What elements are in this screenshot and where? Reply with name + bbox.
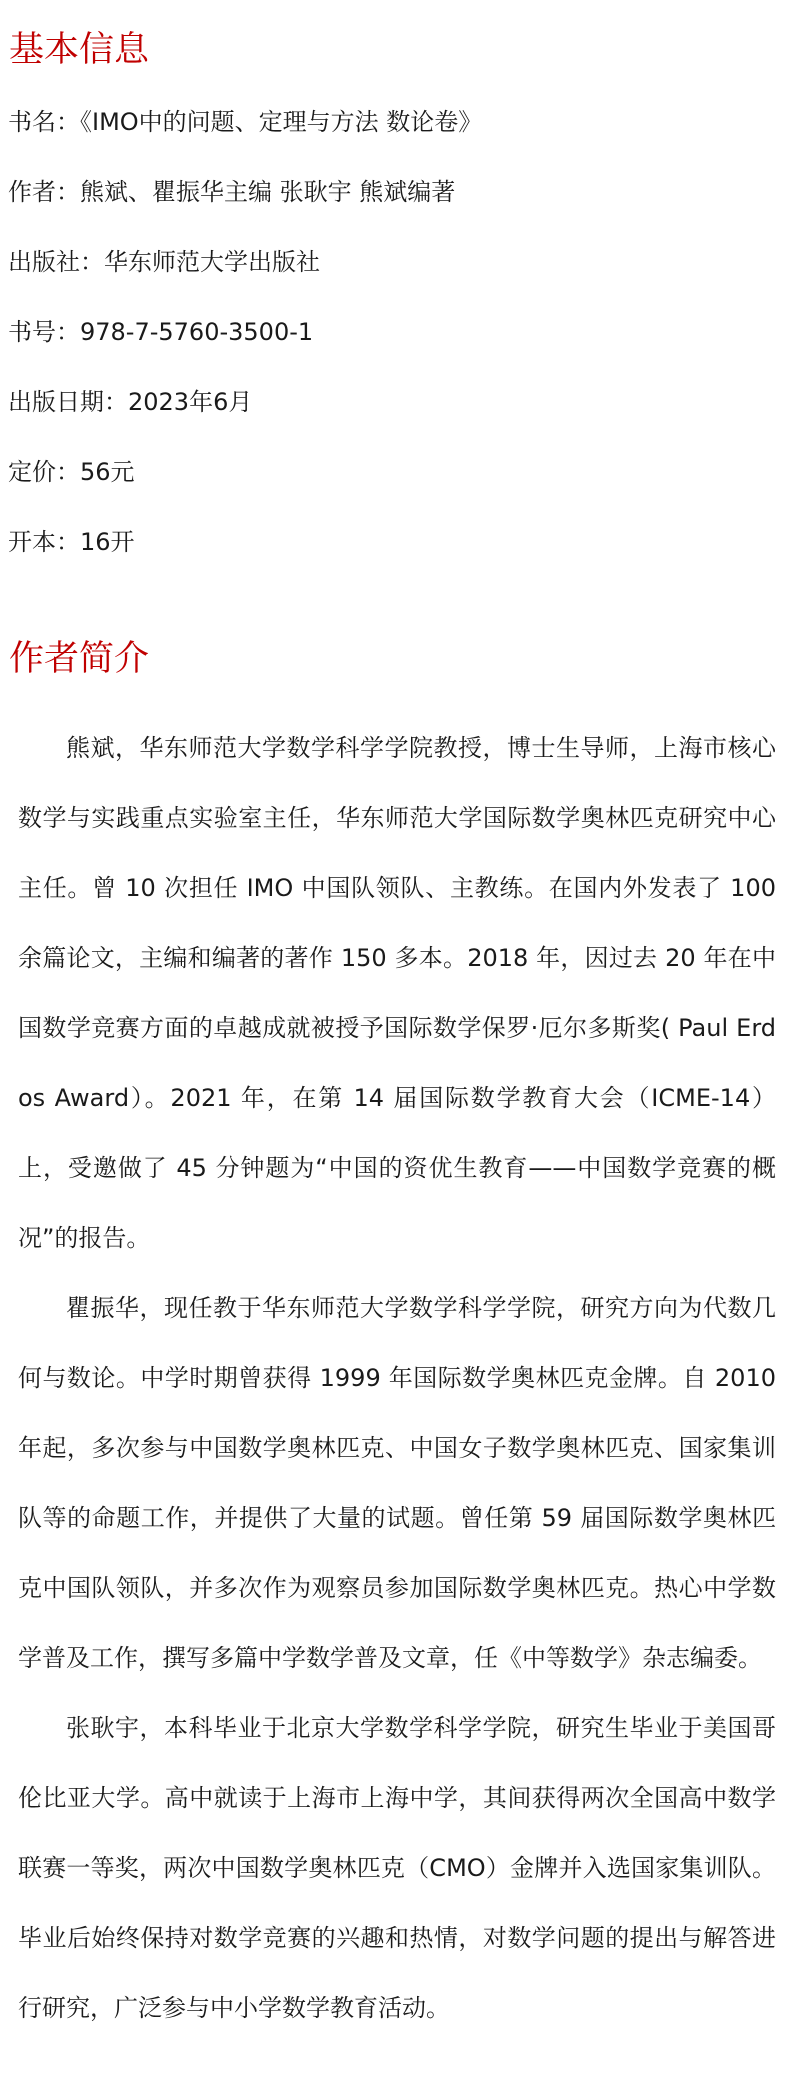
info-row-author: 作者：熊斌、瞿振华主编 张耿宇 熊斌编著 [8,178,456,206]
bio-paragraph-qu-zhenhua: 瞿振华，现任教于华东师范大学数学科学学院，研究方向为代数几何与数论。中学时期曾获得 1999 年国际数学奥林匹克金牌。自 2010 年起，多次参与中国数学奥林匹克、中国女子数学奥林匹克、国家集训队等的命题工作，并提供了大量的试题。曾任第 59 届国际数学奥林匹克中国队领队，并多次作为观察员参加国际数学奥林匹克。热心中学数学普及工作，撰写多篇中学数学普及文章，任《中等数学》杂志编委。 [18,1294,776,1672]
info-row-title: 书名：《IMO中的问题、定理与方法 数论卷》 [8,108,483,136]
info-row-format: 开本：16开 [8,528,135,556]
basic-info-heading: 基本信息 [9,30,150,70]
bio-paragraph-xiong-bin: 熊斌，华东师范大学数学科学学院教授，博士生导师，上海市核心数学与实践重点实验室主任，华东师范大学国际数学奥林匹克研究中心主任。曾 10 次担任 IMO 中国队领队、主教练。在国内外发表了 100 余篇论文，主编和编著的著作 150 多本。2018 年，因过去 20 年在中国数学竞赛方面的卓越成就被授予国际数学保罗·厄尔多斯奖( Paul Erdos Award）。2021 年，在第 14 届国际数学教育大会（ICME-14）上，受邀做了 45 分钟题为“中国的资优生教育——中国数学竞赛的概况”的报告。 [18,734,776,1252]
author-intro-heading: 作者简介 [9,639,150,679]
info-row-price: 定价：56元 [8,458,135,486]
author-bios [18,713,776,2043]
info-row-publisher: 出版社：华东师范大学出版社 [8,248,320,276]
info-row-isbn: 书号：978-7-5760-3500-1 [8,318,314,346]
basic-info-list [8,100,482,590]
bio-paragraph-zhang-gengyu: 张耿宇，本科毕业于北京大学数学科学学院，研究生毕业于美国哥伦比亚大学。高中就读于上海市上海中学，其间获得两次全国高中数学联赛一等奖，两次中国数学奥林匹克（CMO）金牌并入选国家集训队。毕业后始终保持对数学竞赛的兴趣和热情，对数学问题的提出与解答进行研究，广泛参与中小学数学教育活动。 [18,1714,776,2022]
info-row-publish-date: 出版日期：2023年6月 [8,388,253,416]
